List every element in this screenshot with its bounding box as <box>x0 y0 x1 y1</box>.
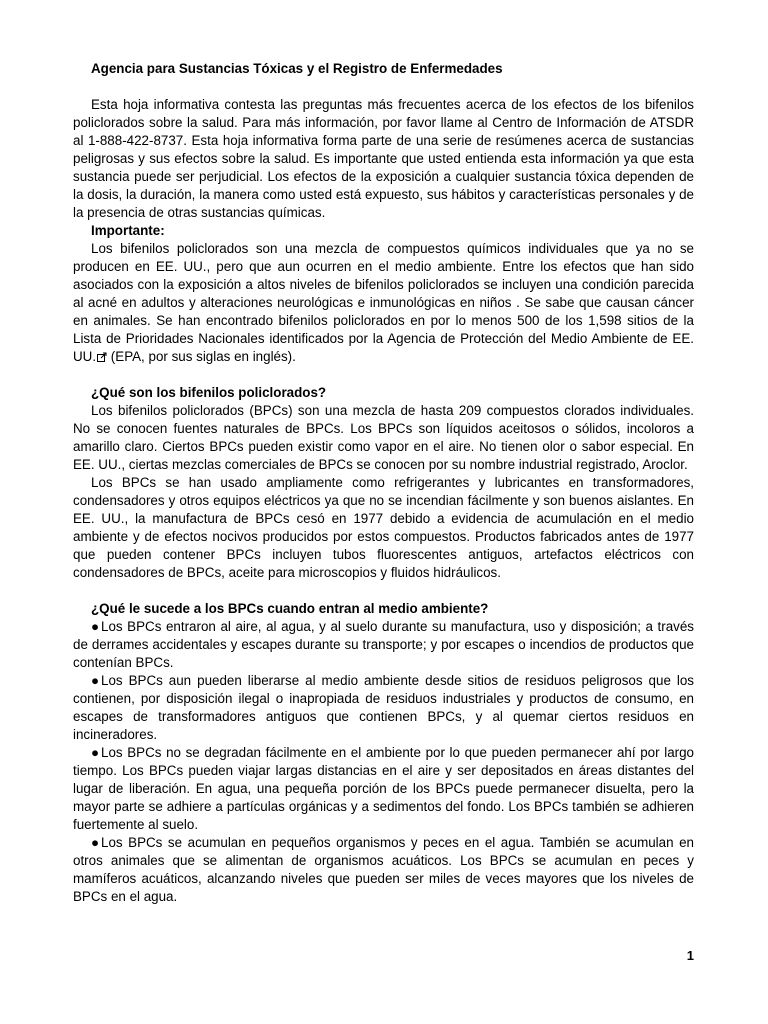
important-label: Importante: <box>91 223 165 238</box>
bullet-text: Los BPCs no se degradan fácilmente en el ambiente por lo que pueden permanecer ahí por largo tiempo. Los BPCs pueden viajar largas distancias en el aire y ser depositados en áreas distantes del lugar de liberación. En agua, una pequeña porción de los BPCs puede permanecer disuelta, pero la mayor parte se adhiere a partículas orgánicas y a sedimentos del fondo. Los BPCs también se adhieren fuertemente al suelo. <box>73 745 694 832</box>
bullet-item <box>73 744 694 834</box>
page-number: 1 <box>686 948 694 963</box>
bullet-icon: ● <box>91 745 100 760</box>
bullet-text: Los BPCs aun pueden liberarse al medio ambiente desde sitios de residuos peligrosos que los contienen, por disposición ilegal o inapropiada de residuos industriales y productos de consumo, en escapes de transformadores antiguos que contienen BPCs, y al quemar ciertos residuos en incineradores. <box>73 673 694 742</box>
section1-paragraph-1: Los bifenilos policlorados (BPCs) son una mezcla de hasta 209 compuestos clorados individuales. No se conocen fuentes naturales de BPCs. Los BPCs son líquidos aceitosos o sólidos, incoloros a amarillo claro. Ciertos BPCs pueden existir como vapor en el aire. No tienen olor o sabor especial. En EE. UU., ciertas mezclas comerciales de BPCs se conocen por su nombre industrial registrado, Aroclor. <box>73 403 694 472</box>
important-text: Los bifenilos policlorados son una mezcla de compuestos químicos individuales que ya no se producen en EE. UU., pero que aun ocurren en el medio ambiente. Entre los efectos que han sido asociados con la exposición a altos niveles de bifenilos policlorados se incluyen una condición parecida al acné en adultos y alteraciones neurológicas e inmunológicas en niños . Se sabe que causan cáncer en animales. Se han encontrado bifenilos policlorados en por lo menos 500 de los 1,598 sitios de la Lista de Prioridades Nacionales identificados por la Agencia de Protección del Medio Ambiente de EE. UU. <box>73 241 694 364</box>
section-heading-what-are-pcbs: ¿Qué son los bifenilos policlorados? <box>91 385 327 400</box>
bullet-item <box>73 672 694 744</box>
bullet-item <box>73 618 694 672</box>
bullet-text: Los BPCs entraron al aire, al agua, y al suelo durante su manufactura, uso y disposición; a través de derrames accidentales y escapes durante su transporte; y por escapes o incendios de productos que contenían BPCs. <box>73 619 694 670</box>
external-link-icon[interactable] <box>97 352 107 362</box>
important-tail: (EPA, por sus siglas en inglés). <box>110 349 296 364</box>
section-heading-environment: ¿Qué le sucede a los BPCs cuando entran al medio ambiente? <box>91 601 489 616</box>
bullet-icon: ● <box>91 835 100 850</box>
document-title: Agencia para Sustancias Tóxicas y el Registro de Enfermedades <box>91 61 503 76</box>
bullet-icon: ● <box>91 673 100 688</box>
important-paragraph <box>73 240 694 366</box>
section1-paragraph-2: Los BPCs se han usado ampliamente como refrigerantes y lubricantes en transformadores, condensadores y otros equipos eléctricos ya que no se incendian fácilmente y son buenos aislantes. En EE. UU., la manufactura de BPCs cesó en 1977 debido a evidencia de acumulación en el medio ambiente y de efectos nocivos producidos por estos compuestos. Productos fabricados antes de 1977 que pueden contener BPCs incluyen tubos fluorescentes antiguos, artefactos eléctricos con condensadores de BPCs, aceite para microscopios y fluidos hidráulicos. <box>73 475 694 580</box>
bullet-icon: ● <box>91 619 100 634</box>
intro-paragraph: Esta hoja informativa contesta las preguntas más frecuentes acerca de los efectos de los bifenilos policlorados sobre la salud. Para más información, por favor llame al Centro de Información de ATSDR al 1-888-422-8737. Esta hoja informativa forma parte de una serie de resúmenes acerca de sustancias peligrosas y sus efectos sobre la salud. Es importante que usted entienda esta información ya que esta sustancia puede ser perjudicial. Los efectos de la exposición a cualquier sustancia tóxica dependen de la dosis, la duración, la manera como usted está expuesto, sus hábitos y características personales y de la presencia de otras sustancias químicas. <box>73 97 694 220</box>
document-page <box>73 60 694 906</box>
bullet-item <box>73 834 694 906</box>
bullet-text: Los BPCs se acumulan en pequeños organismos y peces en el agua. También se acumulan en otros animales que se alimentan de organismos acuáticos. Los BPCs se acumulan en peces y mamíferos acuáticos, alcanzando niveles que pueden ser miles de veces mayores que los niveles de BPCs en el agua. <box>73 835 694 904</box>
